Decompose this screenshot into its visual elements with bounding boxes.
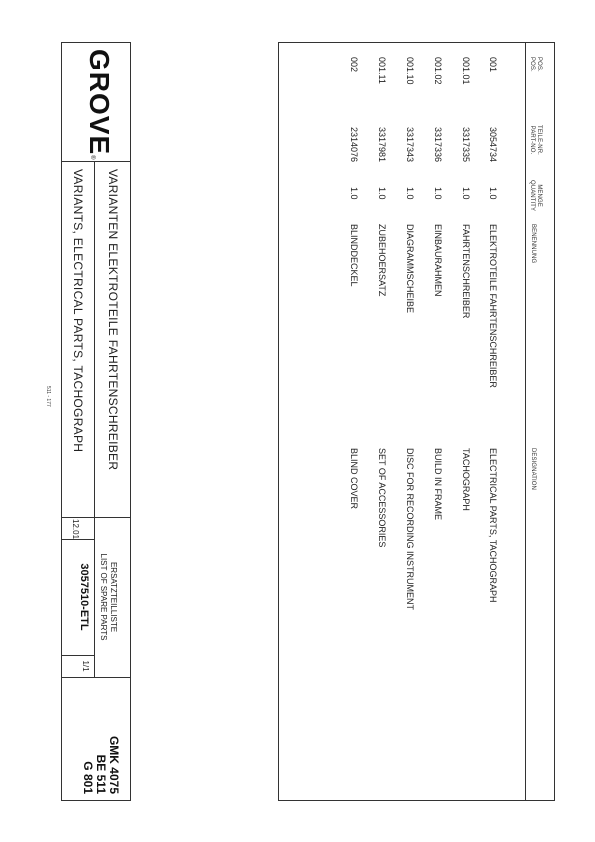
designation-cell: TACHOGRAPH — [460, 448, 471, 511]
benennung-cell: BLINDDECKEL — [348, 224, 359, 287]
pos-column — [330, 57, 516, 85]
header-rule — [525, 43, 526, 800]
divider — [62, 517, 130, 518]
qty-cell: 1.0 — [404, 187, 415, 200]
header-designation: DESIGNATION — [530, 448, 536, 490]
qty-cell: 1.0 — [460, 187, 471, 200]
qty-cell: 1.0 — [348, 187, 359, 200]
pos-cell: 002 — [348, 57, 359, 73]
designation-column — [330, 448, 516, 610]
header-part-de: TEILE-NR. — [536, 125, 542, 155]
pos-cell: 001.10 — [404, 57, 415, 85]
designation-cell: BUILD IN FRAME — [432, 448, 443, 521]
divider — [62, 655, 95, 656]
date: 12.01 — [71, 519, 80, 540]
qty-column — [330, 187, 516, 202]
document-number: 3057510-ETL — [78, 563, 90, 631]
part-cell: 3317335 — [460, 127, 471, 163]
model-code — [81, 736, 120, 794]
designation-cell: DISC FOR RECORDING INSTRUMENT — [404, 448, 415, 610]
model-line: BE 511 — [94, 754, 108, 794]
page-reference: 511 - 177 — [45, 386, 51, 407]
header-pos — [528, 57, 542, 72]
part-cell: 3317981 — [376, 127, 387, 163]
designation-cell: BLIND COVER — [348, 448, 359, 510]
header-pos-en: POS. — [529, 57, 535, 72]
divider — [62, 161, 130, 162]
registered-mark: ® — [89, 155, 95, 161]
part-cell: 3054734 — [488, 127, 499, 163]
qty-cell: 1.0 — [432, 187, 443, 200]
header-qty-en: QUANTITY — [529, 180, 535, 212]
part-cell: 3317336 — [432, 127, 443, 163]
part-column — [330, 127, 516, 162]
parts-table — [278, 42, 555, 801]
header-pos-de: POS. — [536, 57, 542, 72]
header-part — [528, 125, 542, 155]
pos-cell: 001.11 — [376, 57, 387, 84]
divider — [94, 161, 95, 517]
title-block — [61, 42, 131, 801]
grove-logo — [83, 49, 115, 161]
qty-cell: 1.0 — [488, 187, 499, 200]
divider — [62, 677, 130, 678]
benennung-cell: EINBAURAHMEN — [432, 224, 443, 297]
part-cell: 2314076 — [348, 127, 359, 163]
header-benennung: BENENNUNG — [530, 224, 536, 264]
header-qty-de: MENGE — [536, 184, 542, 207]
title-english: VARIANTS, ELECTRICAL PARTS, TACHOGRAPH — [71, 169, 85, 453]
list-label-english: LIST OF SPARE PARTS — [99, 553, 108, 641]
pos-cell: 001.02 — [432, 57, 443, 85]
list-label-german: ERSATZTEILLISTE — [109, 561, 118, 633]
pos-cell: 001.01 — [460, 57, 471, 85]
designation-cell: ELECTRICAL PARTS, TACHOGRAPH — [488, 448, 499, 603]
model-line: GMK 4075 — [107, 735, 121, 794]
qty-cell: 1.0 — [376, 187, 387, 200]
designation-cell: SET OF ACCESSORIES — [376, 448, 387, 548]
benennung-cell: FAHRTENSCHREIBER — [460, 224, 471, 319]
sheet-number: 1/1 — [81, 660, 90, 672]
header-qty — [528, 180, 542, 211]
divider — [94, 517, 95, 677]
part-cell: 3317343 — [404, 127, 415, 163]
benennung-cell: DIAGRAMMSCHEIBE — [404, 224, 415, 314]
title-german: VARIANTEN ELEKTROTEILE FAHRTENSCHREIBER — [106, 169, 120, 471]
logo-text: GROVE — [84, 49, 115, 156]
benennung-cell: ELEKTROTEILE FAHRTENSCHREIBER — [488, 224, 499, 388]
benennung-cell: ZUBEHOERSATZ — [376, 224, 387, 297]
pos-cell: 001 — [488, 57, 499, 73]
model-line: G 801 — [81, 761, 95, 794]
header-part-en: PART-NO. — [529, 125, 535, 155]
benennung-column — [330, 224, 516, 388]
